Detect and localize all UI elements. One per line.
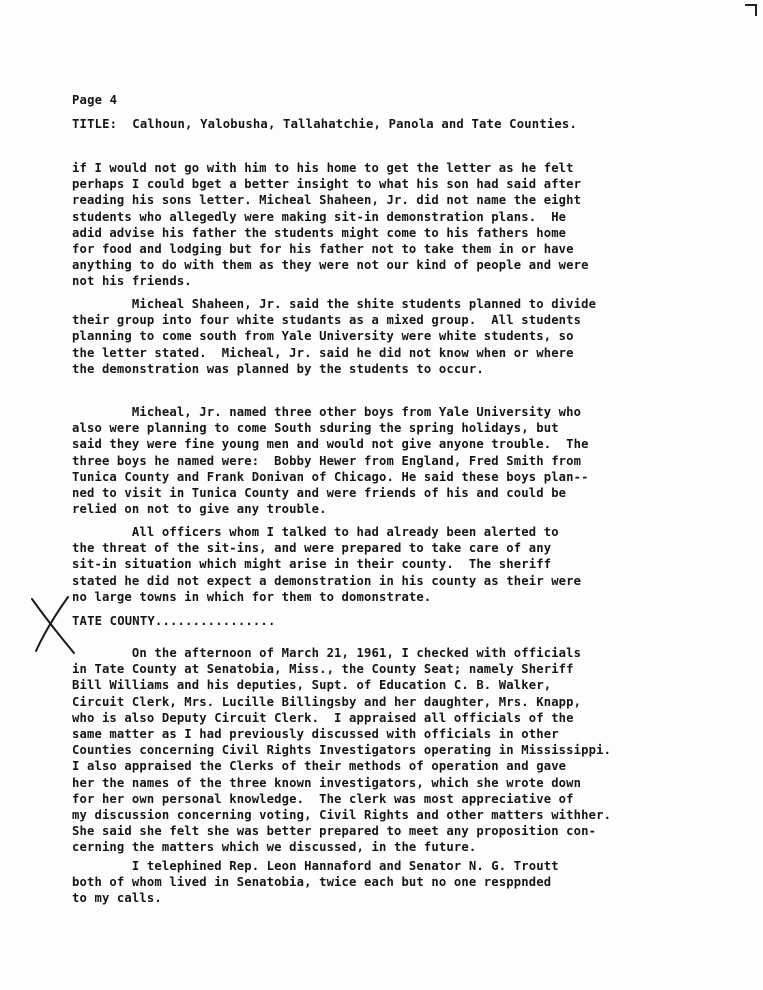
text-line: Bill Williams and his deputies, Supt. of Education C. B. Walker, xyxy=(72,678,552,693)
text-line: their group into four white studants as a mixed group. All students xyxy=(72,313,582,328)
text-line: stated he did not expect a demonstration in his county as their were xyxy=(72,573,582,588)
text-line: three boys he named were: Bobby Hewer from England, Fred Smith from xyxy=(72,453,582,468)
paragraph-1 xyxy=(72,160,732,290)
text-line: Micheal Shaheen, Jr. said the shite students planned to divide xyxy=(72,297,597,311)
text-line: Tunica County and Frank Donivan of Chicago. He said these boys plan-- xyxy=(72,469,589,484)
text-line: in Tate County at Senatobia, Miss., the County Seat; namely Sheriff xyxy=(72,662,574,677)
text-line: the letter stated. Micheal, Jr. said he did not know when or where xyxy=(72,345,574,360)
text-line: also were planning to come South sduring the spring holidays, but xyxy=(72,421,559,436)
paragraph-4 xyxy=(72,524,732,605)
text-line: to my calls. xyxy=(72,891,162,906)
text-line: I also appraised the Clerks of their methods of operation and gave xyxy=(72,759,567,774)
paragraph-3 xyxy=(72,404,732,517)
paragraph-tate-1 xyxy=(72,645,732,856)
text-line: anything to do with them as they were not our kind of people and were xyxy=(72,258,589,273)
text-line: cerning the matters which we discussed, in the future. xyxy=(72,840,477,855)
text-line: planning to come south from Yale University were white students, so xyxy=(72,329,574,344)
section-heading-tate-county: TATE COUNTY................ xyxy=(72,614,276,628)
text-line: if I would not go with him to his home to get the letter as he felt xyxy=(72,161,574,175)
text-line: same matter as I had previously discussed with officials in other xyxy=(72,727,559,742)
paragraph-2 xyxy=(72,296,732,377)
text-line: not his friends. xyxy=(72,274,192,289)
text-line: She said she felt she was better prepared to meet any proposition con- xyxy=(72,824,597,839)
text-line: who is also Deputy Circuit Clerk. I appraised all officials of the xyxy=(72,710,574,725)
text-line: her the names of the three known investigators, which she wrote down xyxy=(72,775,582,790)
text-line: Circuit Clerk, Mrs. Lucille Billingsby and her daughter, Mrs. Knapp, xyxy=(72,694,582,709)
paragraph-tate-2 xyxy=(72,858,732,907)
text-line: my discussion concerning voting, Civil Rights and other matters withher. xyxy=(72,808,612,823)
text-line: no large towns in which for them to domonstrate. xyxy=(72,589,432,604)
text-line: adid advise his father the students might come to his fathers home xyxy=(72,225,567,240)
text-line: for her own personal knowledge. The clerk was most appreciative of xyxy=(72,791,574,806)
scan-corner-mark xyxy=(745,4,757,16)
text-line: All officers whom I talked to had already been alerted to xyxy=(72,525,559,539)
text-line: sit-in situation which might arise in their county. The sheriff xyxy=(72,557,552,572)
text-line: said they were fine young men and would not give anyone trouble. The xyxy=(72,437,589,452)
text-line: reading his sons letter. Micheal Shaheen, Jr. did not name the eight xyxy=(72,193,582,208)
text-line: the demonstration was planned by the students to occur. xyxy=(72,361,484,376)
page-number: Page 4 xyxy=(72,93,118,107)
text-line: Micheal, Jr. named three other boys from Yale University who xyxy=(72,405,582,419)
text-line: relied on not to give any trouble. xyxy=(72,502,327,517)
text-line: the threat of the sit-ins, and were prepared to take care of any xyxy=(72,541,552,556)
text-line: perhaps I could bget a better insight to what his son had said after xyxy=(72,177,582,192)
text-line: students who allegedly were making sit-in demonstration plans. He xyxy=(72,209,567,224)
text-line: ned to visit in Tunica County and were friends of his and could be xyxy=(72,486,567,501)
text-line: both of whom lived in Senatobia, twice each but no one resppnded xyxy=(72,875,552,890)
text-line: for food and lodging but for his father not to take them in or have xyxy=(72,242,574,257)
text-line: Counties concerning Civil Rights Investigators operating in Mississippi. xyxy=(72,743,612,758)
text-line: On the afternoon of March 21, 1961, I checked with officials xyxy=(72,646,582,660)
text-line: I telephined Rep. Leon Hannaford and Senator N. G. Troutt xyxy=(72,859,559,873)
document-title: TITLE: Calhoun, Yalobusha, Tallahatchie, Panola and Tate Counties. xyxy=(72,117,578,131)
